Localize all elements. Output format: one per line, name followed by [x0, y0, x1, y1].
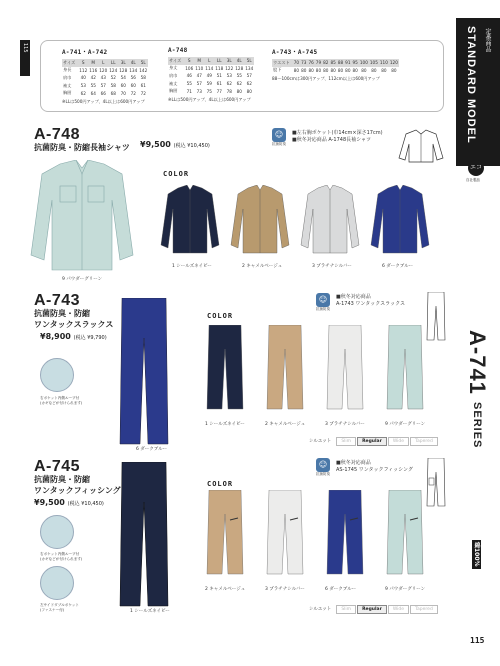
- fit-option: シルエット: [309, 607, 332, 612]
- fit-bar-a745: [305, 605, 438, 614]
- fit-option: Wide: [388, 437, 409, 446]
- fit-option: Slim: [336, 605, 356, 614]
- product-name-a743: 抗菌防臭・防縮 ワンタックスラックス: [34, 309, 114, 329]
- eco-icon: エコ: [468, 160, 484, 176]
- color-caption: 2 キャメルベージュ: [205, 587, 246, 592]
- feature-list-a748: ■左右胸ポケット(巾14cm×深さ17cm) ■秋冬対応商品 A-1748長袖シャツ: [292, 130, 383, 143]
- pants-swatch: [265, 325, 305, 411]
- feature-list-a745: ■秋冬対応商品 AS-1745 ワンタックフィッシング: [336, 460, 413, 473]
- fabric-badge: 綿100%: [473, 542, 480, 567]
- size-header-row: ウエスト 70 73 76 79 82 85 88 91 95 100 105 110 120: [273, 59, 398, 66]
- product-name-a748: 抗菌防臭・防縮長袖シャツ: [34, 143, 130, 152]
- pants-swatch: [265, 490, 305, 576]
- color-variant: [230, 185, 294, 269]
- fit-option: Tapered: [410, 437, 438, 446]
- caption-main-a748: 9 パウダーグリーン: [62, 277, 103, 282]
- model-title-a743: A-743: [34, 292, 81, 309]
- callout-caption-a745-2: 左サイドダブルポケット (ファスナー付): [40, 603, 79, 612]
- callout-caption-a743: 右ポケット内側ループ付 (カギなどが付けられます): [40, 396, 83, 405]
- color-variant: [300, 185, 364, 269]
- size-table-a743: [272, 47, 399, 82]
- color-variant: [370, 185, 434, 269]
- color-variant: [160, 185, 224, 269]
- color-caption: 2 キャメルベージュ: [242, 264, 283, 269]
- size-row: 袖丈 55 57 59 61 62 62 62: [169, 80, 252, 87]
- fit-option: Wide: [388, 605, 409, 614]
- color-variant: [205, 325, 263, 427]
- feature-icon-box-a745: ☺ 抗菌防臭: [316, 460, 330, 476]
- pants-swatch: [325, 325, 365, 411]
- feature-list-a743: ■秋冬対応商品 A-1743 ワンタックスラックス: [336, 294, 406, 307]
- color-variant: [325, 490, 383, 592]
- color-label-a745: COLOR: [207, 480, 234, 488]
- shirt-swatch: [160, 185, 220, 255]
- feature-icon-box: ☺ 抗菌防臭: [272, 130, 286, 146]
- pants-swatch: [385, 490, 425, 576]
- size-table-title: A-743・A-745: [272, 49, 318, 56]
- price-a743: ¥8,900 (税込 ¥9,790): [40, 332, 107, 341]
- pocket-loop-callout: [40, 358, 74, 392]
- size-row: 袖丈 53 55 57 58 60 60 61: [63, 82, 146, 89]
- size-note: ※LLは500円アップ、4L以上は600円アップ: [168, 96, 251, 102]
- size-row: 胸囲 71 73 75 77 78 80 80: [169, 88, 252, 94]
- size-header-row: サイズ S M L LL 3L 4L 5L: [62, 59, 148, 67]
- color-variant: [265, 490, 323, 592]
- size-row: 胸囲 62 64 66 68 70 72 72: [63, 90, 146, 96]
- page-number: 115: [470, 636, 485, 645]
- size-header-row: サイズ S M L LL 3L 4L 5L: [168, 57, 254, 65]
- size-note: ※LLは500円アップ、4L以上は600円アップ: [62, 98, 145, 104]
- feature-icon-box-a743: ☺ 抗菌防臭: [316, 295, 330, 311]
- color-caption: 6 ダークブルー: [382, 264, 414, 269]
- pants-swatch: [205, 325, 245, 411]
- antibacterial-icon: ☺: [316, 458, 330, 472]
- side-category-tab: [456, 18, 500, 166]
- pants-sketch: [426, 292, 446, 342]
- pants-main-a745: [118, 462, 170, 608]
- side-pocket-callout: [40, 566, 74, 600]
- size-table-title: A-741・A-742: [62, 49, 108, 56]
- callout-caption-a745-1: 右ポケット内側ループ付 (カギなどが付けられます): [40, 552, 83, 561]
- eco-caption: 自社製品: [466, 178, 480, 182]
- color-caption: 9 パウダーグリーン: [385, 422, 426, 427]
- fit-option: Tapered: [410, 605, 438, 614]
- size-table-title: A-748: [168, 47, 188, 54]
- color-caption: 6 ダークブルー: [325, 587, 357, 592]
- pants-sketch: [426, 458, 446, 508]
- antibacterial-icon: ☺: [316, 293, 330, 307]
- size-table-a748: [168, 47, 254, 103]
- shirt-sketch: [398, 128, 444, 164]
- color-label-a743: COLOR: [207, 312, 234, 320]
- pants-main-a743: [118, 298, 170, 446]
- caption-main-a743: 6 ダークブルー: [136, 447, 168, 452]
- left-page-marker: 115: [20, 40, 30, 76]
- size-table-a741: [62, 47, 148, 105]
- price-a748: ¥9,500 (税込 ¥10,450): [140, 140, 210, 149]
- color-variant: [325, 325, 383, 427]
- size-row: 肩巾 40 42 43 52 54 56 58: [63, 74, 146, 81]
- shirt-swatch: [300, 185, 360, 255]
- shirt-swatch: [230, 185, 290, 255]
- side-tab-en: STANDARD MODEL: [465, 26, 477, 144]
- color-variant: [205, 490, 263, 592]
- shirt-swatch: [370, 185, 430, 255]
- fit-option: Regular: [357, 437, 387, 446]
- pants-swatch: [385, 325, 425, 411]
- color-caption: 3 プラチナシルバー: [325, 422, 365, 427]
- series-title: A-741 SERIES: [465, 330, 490, 449]
- size-row: 身丈 106 110 114 118 122 128 134: [169, 65, 254, 71]
- model-title-a748: A-748: [34, 126, 81, 143]
- size-row: 股下 80 80 80 80 80 80 80 80 80 80 80 80 80: [273, 67, 397, 73]
- fit-option: Slim: [336, 437, 356, 446]
- color-label-a748: COLOR: [163, 170, 190, 178]
- color-caption: 1 シールズネイビー: [172, 264, 212, 269]
- color-caption: 3 プラチナシルバー: [312, 264, 352, 269]
- caption-main-a745: 1 シールズネイビー: [130, 609, 170, 614]
- color-caption: 9 パウダーグリーン: [385, 587, 426, 592]
- fit-option: Regular: [357, 605, 387, 614]
- color-variant: [265, 325, 323, 427]
- side-tab-jp: 定番商品: [484, 28, 490, 52]
- antibacterial-icon: ☺: [272, 128, 286, 142]
- color-caption: 1 シールズネイビー: [205, 422, 245, 427]
- product-name-a745: 抗菌防臭・防縮 ワンタックフィッシング: [34, 475, 121, 495]
- color-caption: 2 キャメルベージュ: [265, 422, 306, 427]
- pants-swatch: [325, 490, 365, 576]
- pants-swatch: [205, 490, 245, 576]
- color-caption: 3 プラチナシルバー: [265, 587, 305, 592]
- fit-option: シルエット: [309, 439, 332, 444]
- color-swatches-a748: [160, 185, 460, 269]
- price-a745: ¥9,500 (税込 ¥10,450): [34, 498, 104, 507]
- size-row: 肩巾 46 47 49 51 53 55 57: [169, 72, 252, 79]
- shirt-main-a748: [30, 160, 135, 272]
- pocket-loop-callout: [40, 515, 74, 549]
- fit-bar-a743: [305, 437, 438, 446]
- model-title-a745: A-745: [34, 458, 81, 475]
- size-row: 身長 112 116 120 124 128 134 142: [63, 67, 148, 73]
- size-note: 88〜100cmは300円アップ、112cm以上は600円アップ: [272, 76, 380, 82]
